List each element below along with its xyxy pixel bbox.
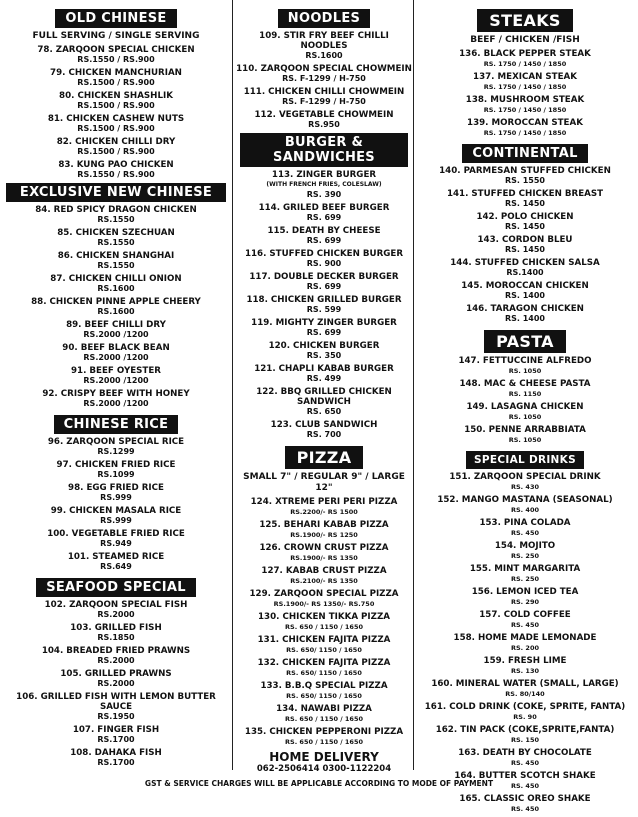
menu-item xyxy=(236,543,412,563)
menu-item-price: RS.1500 / RS.900 xyxy=(77,147,155,156)
menu-item xyxy=(2,552,230,572)
column-divider xyxy=(413,0,414,770)
menu-item-name: 141. STUFFED CHICKEN BREAST xyxy=(446,189,604,199)
menu-item-name: 164. BUTTER SCOTCH SHAKE xyxy=(454,771,596,781)
section-header-old-chinese: OLD CHINESE xyxy=(55,9,176,28)
menu-item-price: RS. 699 xyxy=(306,213,342,222)
menu-item xyxy=(2,297,230,317)
menu-item-price: RS. 450 xyxy=(511,759,539,767)
menu-item xyxy=(416,725,634,745)
menu-item-name: 161. COLD DRINK (COKE, SPRITE, FANTA) xyxy=(424,702,626,712)
menu-item-price: RS. 650 / 1150 / 1650 xyxy=(285,715,363,723)
menu-item-name: 78. ZARQOON SPECIAL CHICKEN xyxy=(37,45,195,55)
menu-item xyxy=(416,379,634,399)
menu-item xyxy=(2,320,230,340)
menu-item xyxy=(236,387,412,417)
menu-item-price: RS.1550 xyxy=(97,238,135,247)
menu-item xyxy=(416,212,634,232)
menu-item-name: 119. MIGHTY ZINGER BURGER xyxy=(251,318,397,328)
menu-item-price: RS. 390 xyxy=(306,190,342,199)
menu-item-name: 138. MUSHROOM STEAK xyxy=(465,95,585,105)
menu-item xyxy=(236,520,412,540)
menu-item xyxy=(236,589,412,609)
menu-item-price: RS.2000 /1200 xyxy=(83,376,149,385)
menu-item-price: RS. 1750 / 1450 / 1850 xyxy=(483,60,567,68)
menu-item xyxy=(416,610,634,630)
menu-item xyxy=(2,600,230,620)
menu-item-name: 136. BLACK PEPPER STEAK xyxy=(459,49,591,59)
menu-item xyxy=(2,114,230,134)
menu-item-name: 102. ZARQOON SPECIAL FISH xyxy=(44,600,188,610)
menu-item-name: 145. MOROCCAN CHICKEN xyxy=(461,281,589,291)
menu-item xyxy=(416,189,634,209)
section-header-pizza: PIZZA xyxy=(285,446,364,469)
menu-item xyxy=(416,166,634,186)
menu-item xyxy=(2,160,230,180)
menu-item xyxy=(416,679,634,699)
menu-column-right xyxy=(416,6,634,817)
menu-item xyxy=(2,529,230,549)
menu-item-price: RS.2200/- RS 1500 xyxy=(290,508,358,516)
menu-item-price: RS. 1450 xyxy=(504,199,545,208)
menu-item-name: 89. BEEF CHILLI DRY xyxy=(66,320,166,330)
menu-item xyxy=(2,274,230,294)
menu-item-price: RS.1550 / RS.900 xyxy=(77,170,155,179)
menu-item-price: RS.999 xyxy=(100,516,132,525)
menu-item-price: RS. 400 xyxy=(511,506,539,514)
menu-item-price: RS. F-1299 / H-750 xyxy=(282,97,366,106)
section-header-steaks: STEAKS xyxy=(477,9,572,32)
menu-item-name: 134. NAWABI PIZZA xyxy=(276,704,372,714)
menu-item xyxy=(236,226,412,246)
menu-item-price: RS. 599 xyxy=(306,305,342,314)
menu-item-name: 87. CHICKEN CHILLI ONION xyxy=(50,274,182,284)
menu-item-price: RS.1850 xyxy=(97,633,135,642)
menu-item xyxy=(2,506,230,526)
menu-item-price: RS.1600 xyxy=(97,284,135,293)
menu-item-price: RS. 1400 xyxy=(504,314,545,323)
menu-item-name: 159. FRESH LIME xyxy=(483,656,567,666)
menu-item-price: RS.1700 xyxy=(97,735,135,744)
menu-item xyxy=(416,748,634,768)
column-divider xyxy=(232,0,233,770)
menu-item xyxy=(416,235,634,255)
menu-item-price: RS.1700 xyxy=(97,758,135,767)
menu-item-price: RS. 1550 xyxy=(504,176,545,185)
menu-item-name: 155. MINT MARGARITA xyxy=(469,564,581,574)
menu-item-name: 137. MEXICAN STEAK xyxy=(473,72,577,82)
menu-item xyxy=(236,727,412,747)
menu-item-price: RS. 1400 xyxy=(504,291,545,300)
menu-item-price: RS. 499 xyxy=(306,374,342,383)
menu-item-price: RS. 699 xyxy=(306,328,342,337)
menu-item-name: 150. PENNE ARRABBIATA xyxy=(464,425,586,435)
menu-item-name: 122. BBQ GRILLED CHICKEN SANDWICH xyxy=(256,387,392,407)
menu-item-name: 104. BREADED FRIED PRAWNS xyxy=(41,646,191,656)
menu-item xyxy=(236,318,412,338)
menu-item-price: RS.1299 xyxy=(97,447,135,456)
menu-item-name: 147. FETTUCCINE ALFREDO xyxy=(458,356,592,366)
menu-item xyxy=(416,495,634,515)
menu-item-name: 151. ZARQOON SPECIAL DRINK xyxy=(449,472,601,482)
section-header-chinese-rice: CHINESE RICE xyxy=(54,415,179,434)
section-header-burger-sandwiches: BURGER & SANDWICHES xyxy=(240,133,408,167)
menu-item xyxy=(236,635,412,655)
menu-item-name: 140. PARMESAN STUFFED CHICKEN xyxy=(439,166,611,176)
menu-item xyxy=(236,272,412,292)
menu-column-middle xyxy=(236,6,412,774)
menu-item xyxy=(236,110,412,130)
menu-item xyxy=(416,95,634,115)
menu-item-price: RS. 90 xyxy=(513,713,537,721)
menu-item xyxy=(416,702,634,722)
menu-item-name: 143. CORDON BLEU xyxy=(477,235,573,245)
menu-item xyxy=(2,251,230,271)
menu-item-name: 84. RED SPICY DRAGON CHICKEN xyxy=(35,205,197,215)
menu-item-name: 149. LASAGNA CHICKEN xyxy=(466,402,584,412)
menu-item xyxy=(236,658,412,678)
menu-item xyxy=(2,68,230,88)
menu-item xyxy=(236,170,412,200)
menu-item-name: 117. DOUBLE DECKER BURGER xyxy=(249,272,399,282)
menu-item-name: 153. PINA COLADA xyxy=(479,518,571,528)
menu-item xyxy=(2,748,230,768)
menu-item xyxy=(416,356,634,376)
menu-item-price: RS. 1750 / 1450 / 1850 xyxy=(483,129,567,137)
section-header-noodles: NOODLES xyxy=(278,9,370,28)
menu-item xyxy=(416,541,634,561)
menu-item xyxy=(2,460,230,480)
menu-item-price: RS.1400 xyxy=(506,268,544,277)
menu-item-name: 125. BEHARI KABAB PIZZA xyxy=(259,520,389,530)
home-delivery-phones: 062-2506414 0300-1122204 xyxy=(256,764,392,774)
menu-item xyxy=(2,725,230,745)
menu-item xyxy=(236,295,412,315)
menu-item-name: 152. MANGO MASTANA (SEASONAL) xyxy=(437,495,613,505)
menu-item xyxy=(236,31,412,61)
menu-item-name: 111. CHICKEN CHILLI CHOWMEIN xyxy=(243,87,405,97)
menu-item-price: RS. 1050 xyxy=(508,436,542,444)
menu-item-name: 85. CHICKEN SZECHUAN xyxy=(57,228,175,238)
menu-item-name: 86. CHICKEN SHANGHAI xyxy=(57,251,175,261)
menu-item xyxy=(2,137,230,157)
menu-item-name: 96. ZARQOON SPECIAL RICE xyxy=(47,437,185,447)
menu-item xyxy=(2,91,230,111)
menu-item-price: RS.2000 /1200 xyxy=(83,353,149,362)
menu-item-name: 79. CHICKEN MANCHURIAN xyxy=(50,68,182,78)
menu-item xyxy=(2,692,230,722)
menu-item-price: RS. 1750 / 1450 / 1850 xyxy=(483,83,567,91)
section-header-seafood-special: SEAFOOD SPECIAL xyxy=(36,578,196,597)
menu-item-name: 129. ZARQOON SPECIAL PIZZA xyxy=(249,589,399,599)
menu-item-name: 108. DAHAKA FISH xyxy=(70,748,162,758)
menu-item xyxy=(416,72,634,92)
menu-item xyxy=(416,518,634,538)
menu-item xyxy=(416,118,634,138)
section-header-continental: CONTINENTAL xyxy=(462,144,587,163)
menu-item-name: 101. STEAMED RICE xyxy=(67,552,165,562)
menu-item-name: 82. CHICKEN CHILLI DRY xyxy=(56,137,176,147)
menu-item-price: RS.2000 /1200 xyxy=(83,330,149,339)
menu-item-price: RS. 290 xyxy=(511,598,539,606)
menu-item xyxy=(236,497,412,517)
menu-item xyxy=(236,364,412,384)
section-header-exclusive-new-chinese: EXCLUSIVE NEW CHINESE xyxy=(6,183,226,202)
menu-item-price: RS.649 xyxy=(100,562,132,571)
menu-item-price: RS.1550 xyxy=(97,215,135,224)
menu-item-price: RS. 650 / 1150 / 1650 xyxy=(285,738,363,746)
menu-item xyxy=(2,366,230,386)
menu-item-price: RS. 650/ 1150 / 1650 xyxy=(286,692,362,700)
menu-item xyxy=(2,437,230,457)
menu-item-price: RS. 250 xyxy=(511,575,539,583)
menu-item xyxy=(416,258,634,278)
menu-item-price: RS.949 xyxy=(100,539,132,548)
section-subtitle: BEEF / CHICKEN /FISH xyxy=(470,35,580,45)
menu-item xyxy=(236,87,412,107)
menu-item-price: RS.2000 xyxy=(97,656,135,665)
menu-item-price: RS. 650/ 1150 / 1650 xyxy=(286,669,362,677)
menu-item-price: RS.1500 / RS.900 xyxy=(77,124,155,133)
menu-item xyxy=(2,343,230,363)
menu-item-name: 124. XTREME PERI PERI PIZZA xyxy=(250,497,398,507)
menu-item-price: RS.1900/- RS 1250 xyxy=(290,531,358,539)
menu-item-price: RS.950 xyxy=(308,120,340,129)
section-subtitle: SMALL 7" / REGULAR 9" / LARGE 12" xyxy=(243,472,405,493)
menu-item-note: (WITH FRENCH FRIES, COLESLAW) xyxy=(266,181,382,188)
menu-item-name: 98. EGG FRIED RICE xyxy=(68,483,164,493)
menu-item xyxy=(416,656,634,676)
menu-item-name: 133. B.B.Q SPECIAL PIZZA xyxy=(260,681,388,691)
menu-item-name: 113. ZINGER BURGER xyxy=(271,170,377,180)
menu-item-name: 165. CLASSIC OREO SHAKE xyxy=(459,794,591,804)
menu-item-name: 81. CHICKEN CASHEW NUTS xyxy=(47,114,185,124)
menu-item xyxy=(236,341,412,361)
menu-item xyxy=(416,633,634,653)
section-header-pasta: PASTA xyxy=(484,330,566,353)
menu-item-name: 154. MOJITO xyxy=(494,541,556,551)
menu-item-price: RS.2000 /1200 xyxy=(83,399,149,408)
menu-item-name: 80. CHICKEN SHASHLIK xyxy=(59,91,173,101)
menu-item-name: 114. GRILED BEEF BURGER xyxy=(258,203,390,213)
menu-item xyxy=(2,205,230,225)
menu-item-name: 100. VEGETABLE FRIED RICE xyxy=(47,529,185,539)
menu-item xyxy=(236,566,412,586)
menu-item-name: 118. CHICKEN GRILLED BURGER xyxy=(246,295,402,305)
menu-item-price: RS.2000 xyxy=(97,610,135,619)
menu-item-price: RS. 700 xyxy=(306,430,342,439)
menu-item-name: 90. BEEF BLACK BEAN xyxy=(62,343,170,353)
menu-item-price: RS. 650/ 1150 / 1650 xyxy=(286,646,362,654)
menu-item-name: 135. CHICKEN PEPPERONI PIZZA xyxy=(244,727,404,737)
menu-item xyxy=(236,249,412,269)
section-subtitle: FULL SERVING / SINGLE SERVING xyxy=(32,31,200,41)
menu-item xyxy=(2,389,230,409)
menu-item xyxy=(416,564,634,584)
menu-item-name: 120. CHICKEN BURGER xyxy=(268,341,380,351)
menu-item-name: 157. COLD COFFEE xyxy=(479,610,571,620)
menu-item xyxy=(2,45,230,65)
menu-item xyxy=(2,646,230,666)
menu-item-price: RS. 350 xyxy=(306,351,342,360)
menu-item-name: 156. LEMON ICED TEA xyxy=(471,587,579,597)
menu-column-left xyxy=(2,6,230,771)
home-delivery-title: HOME DELIVERY xyxy=(269,750,379,764)
menu-item-name: 160. MINERAL WATER (SMALL, LARGE) xyxy=(431,679,619,689)
menu-item-name: 106. GRILLED FISH WITH LEMON BUTTER SAUCE xyxy=(16,692,216,712)
menu-item-price: RS.1500 / RS.900 xyxy=(77,78,155,87)
menu-item xyxy=(236,203,412,223)
menu-item-price: RS.1550 / RS.900 xyxy=(77,55,155,64)
menu-item-price: RS. 200 xyxy=(511,644,539,652)
menu-item xyxy=(416,472,634,492)
menu-item-name: 121. CHAPLI KABAB BURGER xyxy=(254,364,394,374)
menu-item-price: RS.1600 xyxy=(97,307,135,316)
menu-item-price: RS. 430 xyxy=(511,483,539,491)
menu-item-name: 83. KUNG PAO CHICKEN xyxy=(58,160,174,170)
menu-item-name: 158. HOME MADE LEMONADE xyxy=(453,633,597,643)
menu-item xyxy=(2,228,230,248)
menu-item-name: 130. CHICKEN TIKKA PIZZA xyxy=(258,612,390,622)
menu-item-name: 162. TIN PACK (COKE,SPRITE,FANTA) xyxy=(435,725,615,735)
menu-item-price: RS. 1050 xyxy=(508,367,542,375)
menu-item-name: 110. ZARQOON SPECIAL CHOWMEIN xyxy=(236,64,412,74)
menu-item-name: 88. CHICKEN PINNE APPLE CHEERY xyxy=(31,297,201,307)
menu-item-name: 109. STIR FRY BEEF CHILLI NOODLES xyxy=(259,31,389,51)
menu-item xyxy=(416,587,634,607)
menu-item-price: RS.2000 xyxy=(97,679,135,688)
menu-item-price: RS. 80/140 xyxy=(505,690,545,698)
menu-item-price: RS. 1050 xyxy=(508,413,542,421)
menu-item-price: RS. 1450 xyxy=(504,245,545,254)
menu-item xyxy=(416,794,634,814)
menu-item-name: 92. CRISPY BEEF WITH HONEY xyxy=(42,389,190,399)
menu-item-name: 131. CHICKEN FAJITA PIZZA xyxy=(257,635,391,645)
menu-item-name: 91. BEEF OYESTER xyxy=(71,366,161,376)
menu-item xyxy=(2,623,230,643)
menu-item-name: 132. CHICKEN FAJITA PIZZA xyxy=(257,658,391,668)
menu-item-price: RS.1550 xyxy=(97,261,135,270)
menu-item xyxy=(416,49,634,69)
menu-item xyxy=(236,704,412,724)
menu-item xyxy=(416,304,634,324)
menu-item-name: 126. CROWN CRUST PIZZA xyxy=(259,543,389,553)
menu-item-price: RS. 130 xyxy=(511,667,539,675)
menu-item-price: RS.1900/- RS 1350/- RS.750 xyxy=(273,600,375,608)
menu-item-name: 127. KABAB CRUST PIZZA xyxy=(261,566,387,576)
menu-item-name: 115. DEATH BY CHEESE xyxy=(267,226,381,236)
menu-item-price: RS. 450 xyxy=(511,621,539,629)
section-header-special-drinks: SPECIAL DRINKS xyxy=(466,451,584,469)
menu-item-price: RS.1500 / RS.900 xyxy=(77,101,155,110)
footer-note: GST & SERVICE CHARGES WILL BE APPLICABLE ACCORDING TO MODE OF PAYMENT xyxy=(144,779,494,788)
menu-item xyxy=(236,681,412,701)
menu-item-price: RS. 699 xyxy=(306,282,342,291)
menu-item-price: RS.999 xyxy=(100,493,132,502)
menu-item xyxy=(236,612,412,632)
menu-item-name: 105. GRILLED PRAWNS xyxy=(60,669,172,679)
menu-item-name: 144. STUFFED CHICKEN SALSA xyxy=(450,258,600,268)
menu-item-name: 163. DEATH BY CHOCOLATE xyxy=(458,748,592,758)
menu-item-name: 103. GRILLED FISH xyxy=(70,623,162,633)
menu-item-name: 107. FINGER FISH xyxy=(72,725,160,735)
menu-item-name: 142. POLO CHICKEN xyxy=(476,212,574,222)
menu-item-name: 112. VEGETABLE CHOWMEIN xyxy=(254,110,394,120)
menu-item-price: RS.1900/- RS 1350 xyxy=(290,554,358,562)
menu-item-name: 123. CLUB SANDWICH xyxy=(270,420,378,430)
menu-item-price: RS. 650 xyxy=(306,407,342,416)
menu-item-price: RS. 450 xyxy=(511,529,539,537)
menu-item-price: RS. F-1299 / H-750 xyxy=(282,74,366,83)
menu-item-price: RS. 650 / 1150 / 1650 xyxy=(285,623,363,631)
menu-item-price: RS.1600 xyxy=(305,51,343,60)
menu-item-name: 146. TARAGON CHICKEN xyxy=(466,304,584,314)
menu-item xyxy=(416,425,634,445)
menu-item-price: RS.2100/- RS 1350 xyxy=(290,577,358,585)
menu-item xyxy=(2,669,230,689)
menu-item-price: RS. 1450 xyxy=(504,222,545,231)
menu-item xyxy=(416,281,634,301)
menu-item-price: RS. 699 xyxy=(306,236,342,245)
menu-item-price: RS. 1750 / 1450 / 1850 xyxy=(483,106,567,114)
menu-item xyxy=(236,420,412,440)
menu-item-name: 139. MOROCCAN STEAK xyxy=(467,118,583,128)
menu-item-name: 97. CHICKEN FRIED RICE xyxy=(56,460,176,470)
menu-item xyxy=(416,402,634,422)
menu-item-name: 148. MAC & CHEESE PASTA xyxy=(459,379,591,389)
menu-item xyxy=(236,64,412,84)
menu-item-price: RS. 150 xyxy=(511,736,539,744)
menu-item-name: 99. CHICKEN MASALA RICE xyxy=(50,506,182,516)
menu-item-price: RS. 450 xyxy=(511,805,539,813)
menu-item-price: RS.1950 xyxy=(97,712,135,721)
menu-item-price: RS. 450 xyxy=(511,782,539,790)
menu-item-name: 116. STUFFED CHICKEN BURGER xyxy=(244,249,404,259)
menu-item-price: RS.1099 xyxy=(97,470,135,479)
menu-item-price: RS. 250 xyxy=(511,552,539,560)
menu-item-price: RS. 1150 xyxy=(508,390,542,398)
menu-item-price: RS. 900 xyxy=(306,259,342,268)
menu-item xyxy=(2,483,230,503)
